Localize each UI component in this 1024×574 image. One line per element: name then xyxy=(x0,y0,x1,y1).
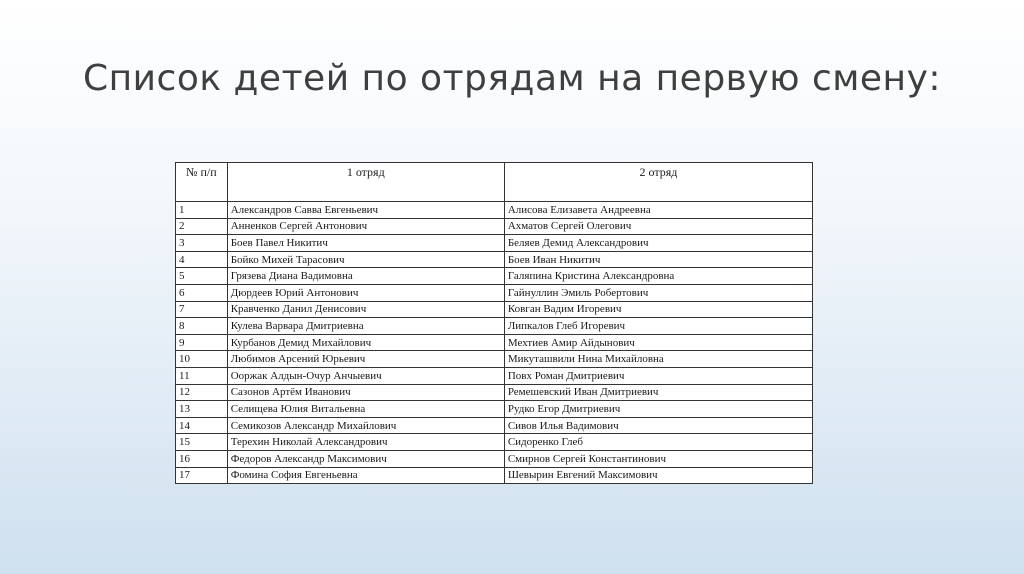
row-number: 3 xyxy=(176,235,228,252)
squad-1-name: Курбанов Демид Михайлович xyxy=(227,334,504,351)
squad-1-name: Терехин Николай Александрович xyxy=(227,434,504,451)
row-number: 7 xyxy=(176,301,228,318)
row-number: 14 xyxy=(176,417,228,434)
header-row xyxy=(176,163,813,202)
table-header xyxy=(176,163,813,202)
squad-2-name: Ахматов Сергей Олегович xyxy=(504,218,812,235)
squad-2-name: Беляев Демид Александрович xyxy=(504,235,812,252)
row-number: 5 xyxy=(176,268,228,285)
table-row xyxy=(176,367,813,384)
squad-1-name: Селищева Юлия Витальевна xyxy=(227,401,504,418)
squad-2-name: Сидоренко Глеб xyxy=(504,434,812,451)
row-number: 8 xyxy=(176,318,228,335)
squad-1-name: Сазонов Артём Иванович xyxy=(227,384,504,401)
header-squad-1: 1 отряд xyxy=(227,163,504,202)
squad-2-name: Алисова Елизавета Андреевна xyxy=(504,202,812,219)
header-number: № п/п xyxy=(176,163,228,202)
squad-1-name: Ооржак Алдын-Очур Анчыевич xyxy=(227,367,504,384)
table-row xyxy=(176,251,813,268)
row-number: 6 xyxy=(176,284,228,301)
squad-2-name: Смирнов Сергей Константинович xyxy=(504,450,812,467)
roster-table xyxy=(175,162,813,484)
row-number: 2 xyxy=(176,218,228,235)
squad-2-name: Сивов Илья Вадимович xyxy=(504,417,812,434)
table-body xyxy=(176,202,813,484)
row-number: 17 xyxy=(176,467,228,484)
squad-1-name: Фомина София Евгеньевна xyxy=(227,467,504,484)
squad-2-name: Галяпина Кристина Александровна xyxy=(504,268,812,285)
row-number: 15 xyxy=(176,434,228,451)
row-number: 13 xyxy=(176,401,228,418)
table-row xyxy=(176,450,813,467)
squad-2-name: Шевырин Евгений Максимович xyxy=(504,467,812,484)
squad-1-name: Семикозов Александр Михайлович xyxy=(227,417,504,434)
squad-2-name: Повх Роман Дмитриевич xyxy=(504,367,812,384)
squad-1-name: Боев Павел Никитич xyxy=(227,235,504,252)
squad-1-name: Александров Савва Евгеньевич xyxy=(227,202,504,219)
table-row xyxy=(176,434,813,451)
table-row xyxy=(176,351,813,368)
table-row xyxy=(176,401,813,418)
squad-1-name: Кравченко Данил Денисович xyxy=(227,301,504,318)
row-number: 9 xyxy=(176,334,228,351)
squad-2-name: Ремешевский Иван Дмитриевич xyxy=(504,384,812,401)
table-row xyxy=(176,384,813,401)
squad-2-name: Боев Иван Никитич xyxy=(504,251,812,268)
row-number: 11 xyxy=(176,367,228,384)
squad-1-name: Любимов Арсений Юрьевич xyxy=(227,351,504,368)
row-number: 12 xyxy=(176,384,228,401)
table-row xyxy=(176,235,813,252)
squad-2-name: Рудко Егор Дмитриевич xyxy=(504,401,812,418)
page-title: Список детей по отрядам на первую смену: xyxy=(82,58,942,99)
squad-2-name: Мехтиев Амир Айдынович xyxy=(504,334,812,351)
squad-2-name: Липкалов Глеб Игоревич xyxy=(504,318,812,335)
table-row xyxy=(176,467,813,484)
table-row xyxy=(176,301,813,318)
table-row xyxy=(176,218,813,235)
table-row xyxy=(176,202,813,219)
squad-2-name: Микуташвили Нина Михайловна xyxy=(504,351,812,368)
table-row xyxy=(176,318,813,335)
table-row xyxy=(176,284,813,301)
row-number: 4 xyxy=(176,251,228,268)
squad-1-name: Кулева Варвара Дмитриевна xyxy=(227,318,504,335)
header-squad-2: 2 отряд xyxy=(504,163,812,202)
table-row xyxy=(176,417,813,434)
row-number: 16 xyxy=(176,450,228,467)
table-row xyxy=(176,334,813,351)
squad-1-name: Грязева Диана Вадимовна xyxy=(227,268,504,285)
row-number: 1 xyxy=(176,202,228,219)
squad-1-name: Федоров Александр Максимович xyxy=(227,450,504,467)
squad-1-name: Бойко Михей Тарасович xyxy=(227,251,504,268)
squad-1-name: Анненков Сергей Антонович xyxy=(227,218,504,235)
table-row xyxy=(176,268,813,285)
squad-2-name: Гайнуллин Эмиль Робертович xyxy=(504,284,812,301)
squad-1-name: Дюрдеев Юрий Антонович xyxy=(227,284,504,301)
squad-2-name: Ковган Вадим Игоревич xyxy=(504,301,812,318)
row-number: 10 xyxy=(176,351,228,368)
